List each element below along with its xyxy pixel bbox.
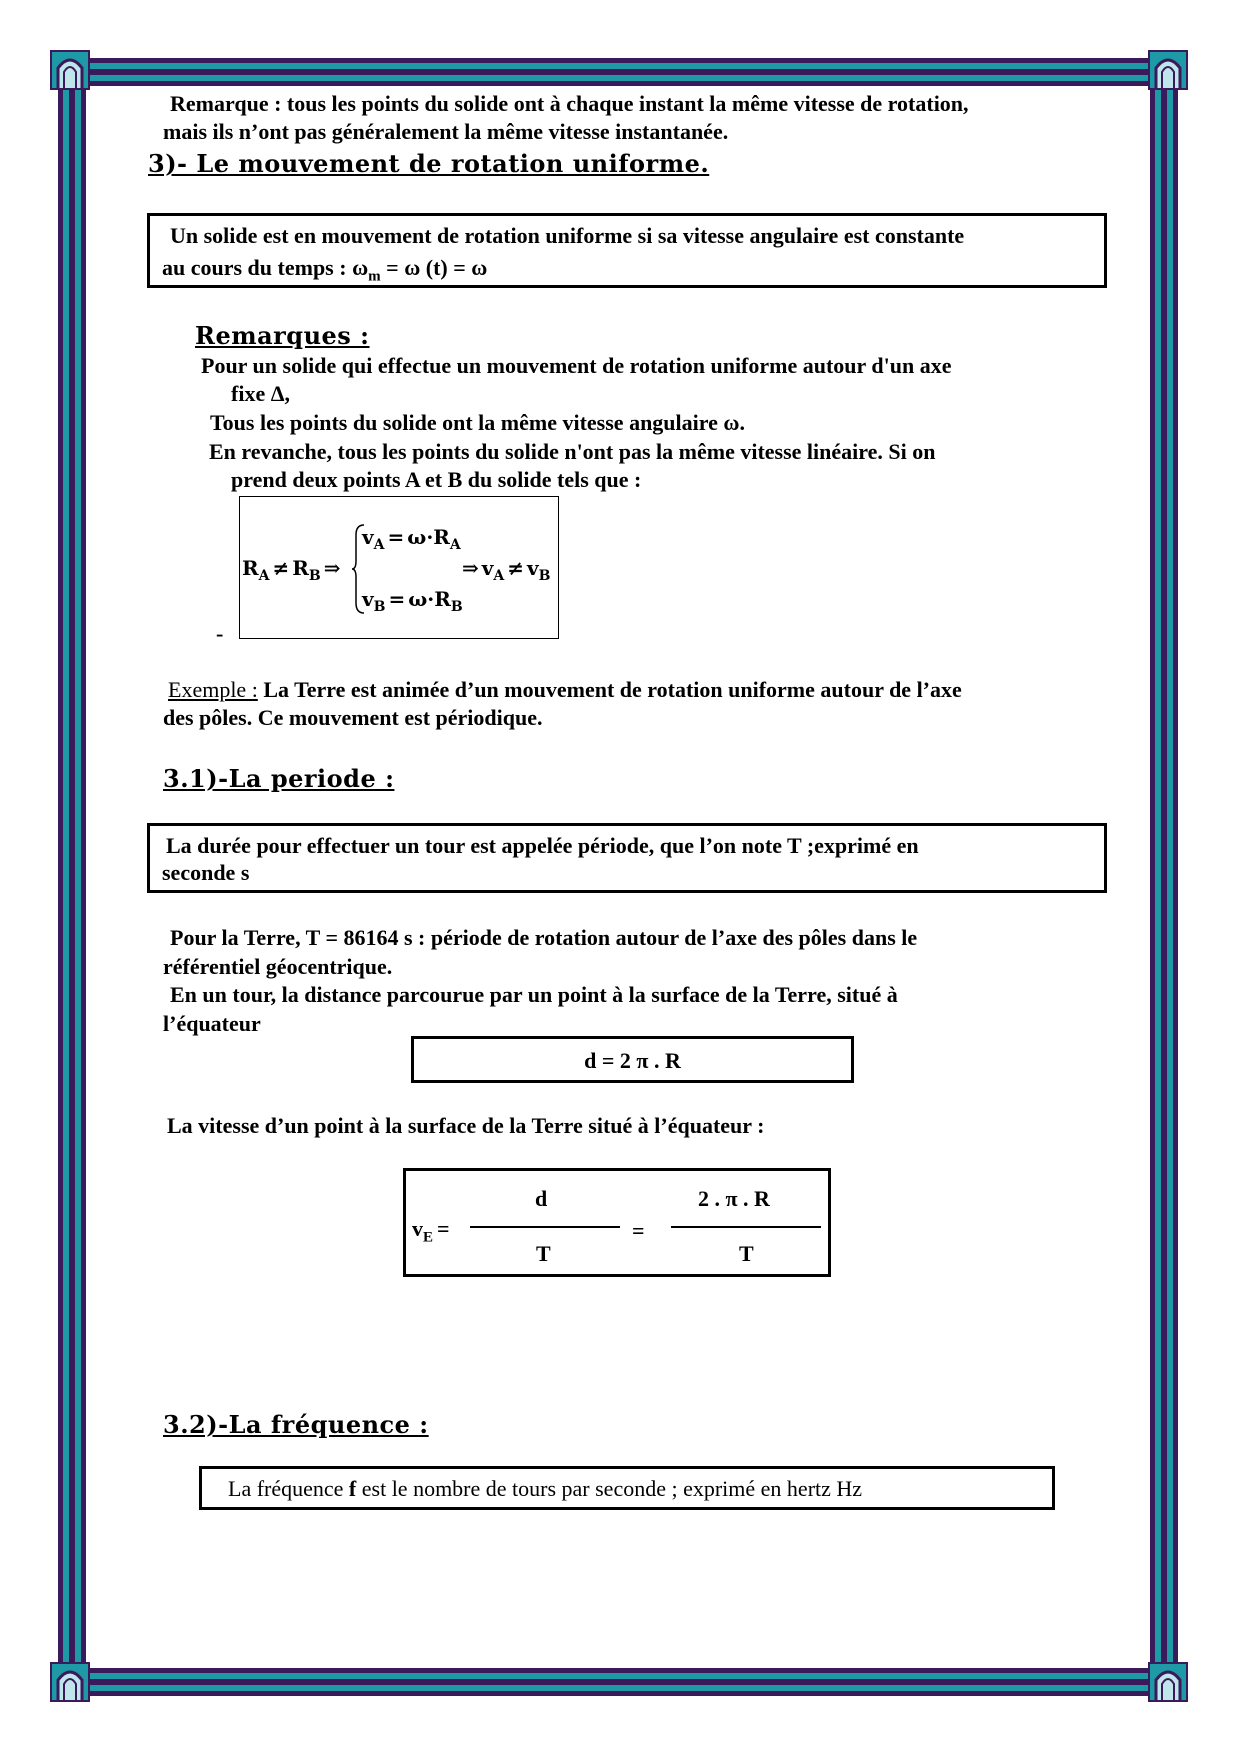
formula-neq-left: ≠ [272, 556, 290, 580]
fraction1-bar [470, 1226, 620, 1228]
formula-eq-A: = [387, 525, 405, 549]
ve-eq: = [437, 1216, 450, 1241]
formula-R-right: R [292, 556, 309, 580]
formula-v-A: v [362, 525, 374, 549]
fraction2-numerator: 2 . π . R [698, 1186, 770, 1211]
definition-line2-text: au cours du temps : ω [162, 255, 369, 280]
remark-top-line1: Remarque : tous les points du solide ont à chaque instant la même vitesse de rotation, [170, 91, 969, 116]
distance-formula-box [411, 1036, 854, 1083]
section-3-title: 3)- Le mouvement de rotation uniforme. [148, 149, 710, 178]
definition-subscript: m [368, 268, 381, 285]
remark-top-line2: mais ils n’ont pas généralement la même vitesse instantanée. [163, 119, 729, 144]
formula-sub-RB: B [450, 599, 463, 615]
remarques-line2: fixe Δ, [231, 381, 290, 406]
formula-neq-right: ≠ [507, 556, 525, 580]
formula-v-B: v [362, 587, 374, 611]
remarques-line1: Pour un solide qui effectue un mouvement de rotation uniforme autour d'un axe [201, 353, 952, 378]
formula-v-right1: v [481, 556, 494, 580]
formula-sub-vA: A [373, 537, 385, 553]
frame-top-border [62, 58, 1170, 86]
frequence-definition [228, 1475, 862, 1503]
formula-left [242, 554, 341, 590]
velocity-equator-box [403, 1168, 831, 1277]
frame-corner-top-right-icon [1148, 50, 1188, 90]
ve-v: v [412, 1216, 423, 1241]
formula-omega-B: ω [408, 587, 428, 611]
ve-label [412, 1215, 450, 1251]
formula-dot-A: · [426, 525, 434, 549]
remarques-line5: prend deux points A et B du solide tels que : [231, 467, 642, 492]
distance-formula: d = 2 π . R [584, 1048, 681, 1073]
middle-eq: = [632, 1218, 645, 1243]
fraction1-denominator: T [536, 1241, 551, 1266]
frequence-definition-box [199, 1466, 1055, 1510]
formula-sub-RA: A [449, 537, 461, 553]
terre-line1: Pour la Terre, T = 86164 s : période de rotation autour de l’axe des pôles dans le [170, 925, 918, 950]
exemple-line1 [168, 676, 962, 704]
formula-sub-right-B: B [538, 568, 551, 584]
definition-line2 [162, 254, 487, 290]
formula-sub-right-A: A [493, 568, 505, 584]
frame-left-border [58, 62, 86, 1692]
exemple-label: Exemple : [168, 677, 258, 702]
fraction2-bar [671, 1226, 821, 1228]
definition-uniform-box [147, 213, 1107, 288]
velocity-formula-box [239, 496, 559, 639]
terre-line2: référentiel géocentrique. [163, 954, 393, 979]
formula-right [462, 554, 551, 590]
remarques-line4: En revanche, tous les points du solide n'ont pas la même vitesse linéaire. Si on [209, 439, 936, 464]
fraction1-numerator: d [535, 1186, 548, 1211]
formula-sub-B-left: B [308, 568, 321, 584]
remarques-dash: - [216, 621, 224, 646]
formula-v-right2: v [527, 556, 539, 580]
periode-title: 3.1)-La periode : [163, 764, 395, 793]
formula-vA [362, 523, 461, 559]
formula-eq-B: = [388, 587, 406, 611]
formula-R-left: R [242, 556, 259, 580]
tour-line1: En un tour, la distance parcourue par un point à la surface de la Terre, situé à [170, 982, 898, 1007]
tour-line2: l’équateur [163, 1011, 261, 1036]
formula-omega-A: ω [407, 525, 427, 549]
frame-corner-bottom-left-icon [50, 1662, 90, 1702]
frequence-title: 3.2)-La fréquence : [163, 1410, 429, 1439]
formula-implies-left: ⇒ [323, 556, 341, 580]
remarques-title: Remarques : [195, 321, 370, 350]
formula-R-A: R [433, 525, 450, 549]
formula-vB [362, 585, 463, 621]
formula-implies-right: ⇒ [462, 556, 479, 580]
frame-corner-bottom-right-icon [1148, 1662, 1188, 1702]
frequence-def-f: f [348, 1476, 357, 1501]
definition-line1: Un solide est en mouvement de rotation uniforme si sa vitesse angulaire est constante [170, 223, 965, 248]
formula-R-B: R [434, 587, 451, 611]
formula-sub-vB: B [373, 599, 386, 615]
formula-sub-A-left: A [258, 568, 270, 584]
exemple-text: La Terre est animée d’un mouvement de rotation uniforme autour de l’axe [257, 677, 962, 702]
fraction2-denominator: T [739, 1241, 754, 1266]
frequence-def-pre: La fréquence [228, 1476, 349, 1501]
remarques-line3: Tous les points du solide ont la même vitesse angulaire ω. [210, 410, 745, 435]
frequence-def-post: est le nombre de tours par seconde ; exprimé en hertz Hz [356, 1476, 863, 1501]
ve-subscript: E [423, 1229, 434, 1246]
vitesse-line: La vitesse d’un point à la surface de la Terre situé à l’équateur : [167, 1113, 765, 1138]
periode-def-line2: seconde s [162, 860, 250, 885]
exemple-line2: des pôles. Ce mouvement est périodique. [163, 705, 543, 730]
frame-corner-top-left-icon [50, 50, 90, 90]
periode-definition-box [147, 823, 1107, 893]
frame-right-border [1150, 62, 1178, 1692]
frame-bottom-border [62, 1668, 1170, 1696]
definition-line2-tail: = ω (t) = ω [380, 255, 488, 280]
formula-dot-B: · [427, 587, 435, 611]
periode-def-line1: La durée pour effectuer un tour est appelée période, que l’on note T ;exprimé en [166, 833, 919, 858]
